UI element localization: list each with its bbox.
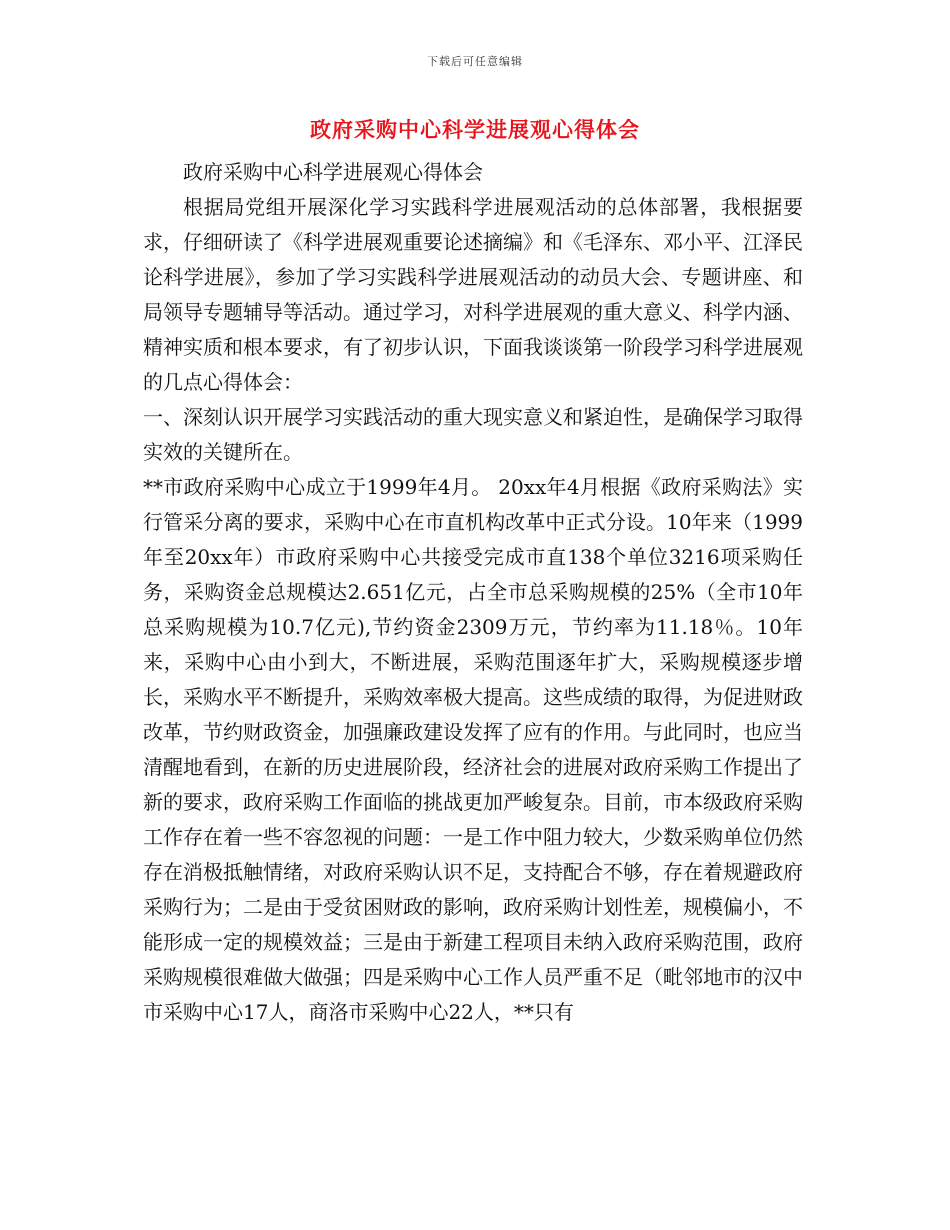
header-note: 下载后可任意编辑 — [427, 55, 523, 68]
paragraph-body: **市政府采购中心成立于1999年4月。 20xx年4月根据《政府采购法》实行管采分离的要求，采购中心在市直机构改革中正式分设。10年来（1999年至20xx年）市政府采购中心共接受完成市直138个单位3216项采购任务，采购资金总规模达2.651亿元，占全市总采购规模的25%（全市10年总采购规模为10.7亿元),节约资金2309万元，节约率为11.18％。10年来，采购中心由小到大，不断进展，采购范围逐年扩大，采购规模逐步增长，采购水平不断提升，采购效率极大提高。这些成绩的取得，为促进财政改革，节约财政资金，加强廉政建设发挥了应有的作用。与此同时，也应当清醒地看到，在新的历史进展阶段，经济社会的进展对政府采购工作提出了新的要求，政府采购工作面临的挑战更加严峻复杂。目前，市本级政府采购工作存在着一些不容忽视的问题：一是工作中阻力较大，少数采购单位仍然存在消极抵触情绪，对政府采购认识不足，支持配合不够，存在着规避政府采购行为；二是由于受贫困财政的影响，政府采购计划性差，规模偏小，不能形成一定的规模效益；三是由于新建工程项目未纳入政府采购范围，政府采购规模很难做大做强；四是采购中心工作人员严重不足（毗邻地市的汉中市采购中心17人，商洛市采购中心22人，**只有 — [143, 475, 803, 1024]
document-title: 政府采购中心科学进展观心得体会 — [310, 117, 640, 142]
document-body — [143, 155, 803, 1030]
paragraph-intro: 根据局党组开展深化学习实践科学进展观活动的总体部署，我根据要求，仔细研读了《科学进展观重要论述摘编》和《毛泽东、邓小平、江泽民论科学进展》，参加了学习实践科学进展观活动的动员大会、专题讲座、和局领导专题辅导等活动。通过学习，对科学进展观的重大意义、科学内涵、精神实质和根本要求，有了初步认识，下面我谈谈第一阶段学习科学进展观的几点心得体会： — [143, 195, 803, 394]
paragraph-section-heading: 一、深刻认识开展学习实践活动的重大现实意义和紧迫性，是确保学习取得实效的关键所在。 — [143, 405, 803, 464]
paragraph-subtitle: 政府采购中心科学进展观心得体会 — [183, 160, 483, 184]
